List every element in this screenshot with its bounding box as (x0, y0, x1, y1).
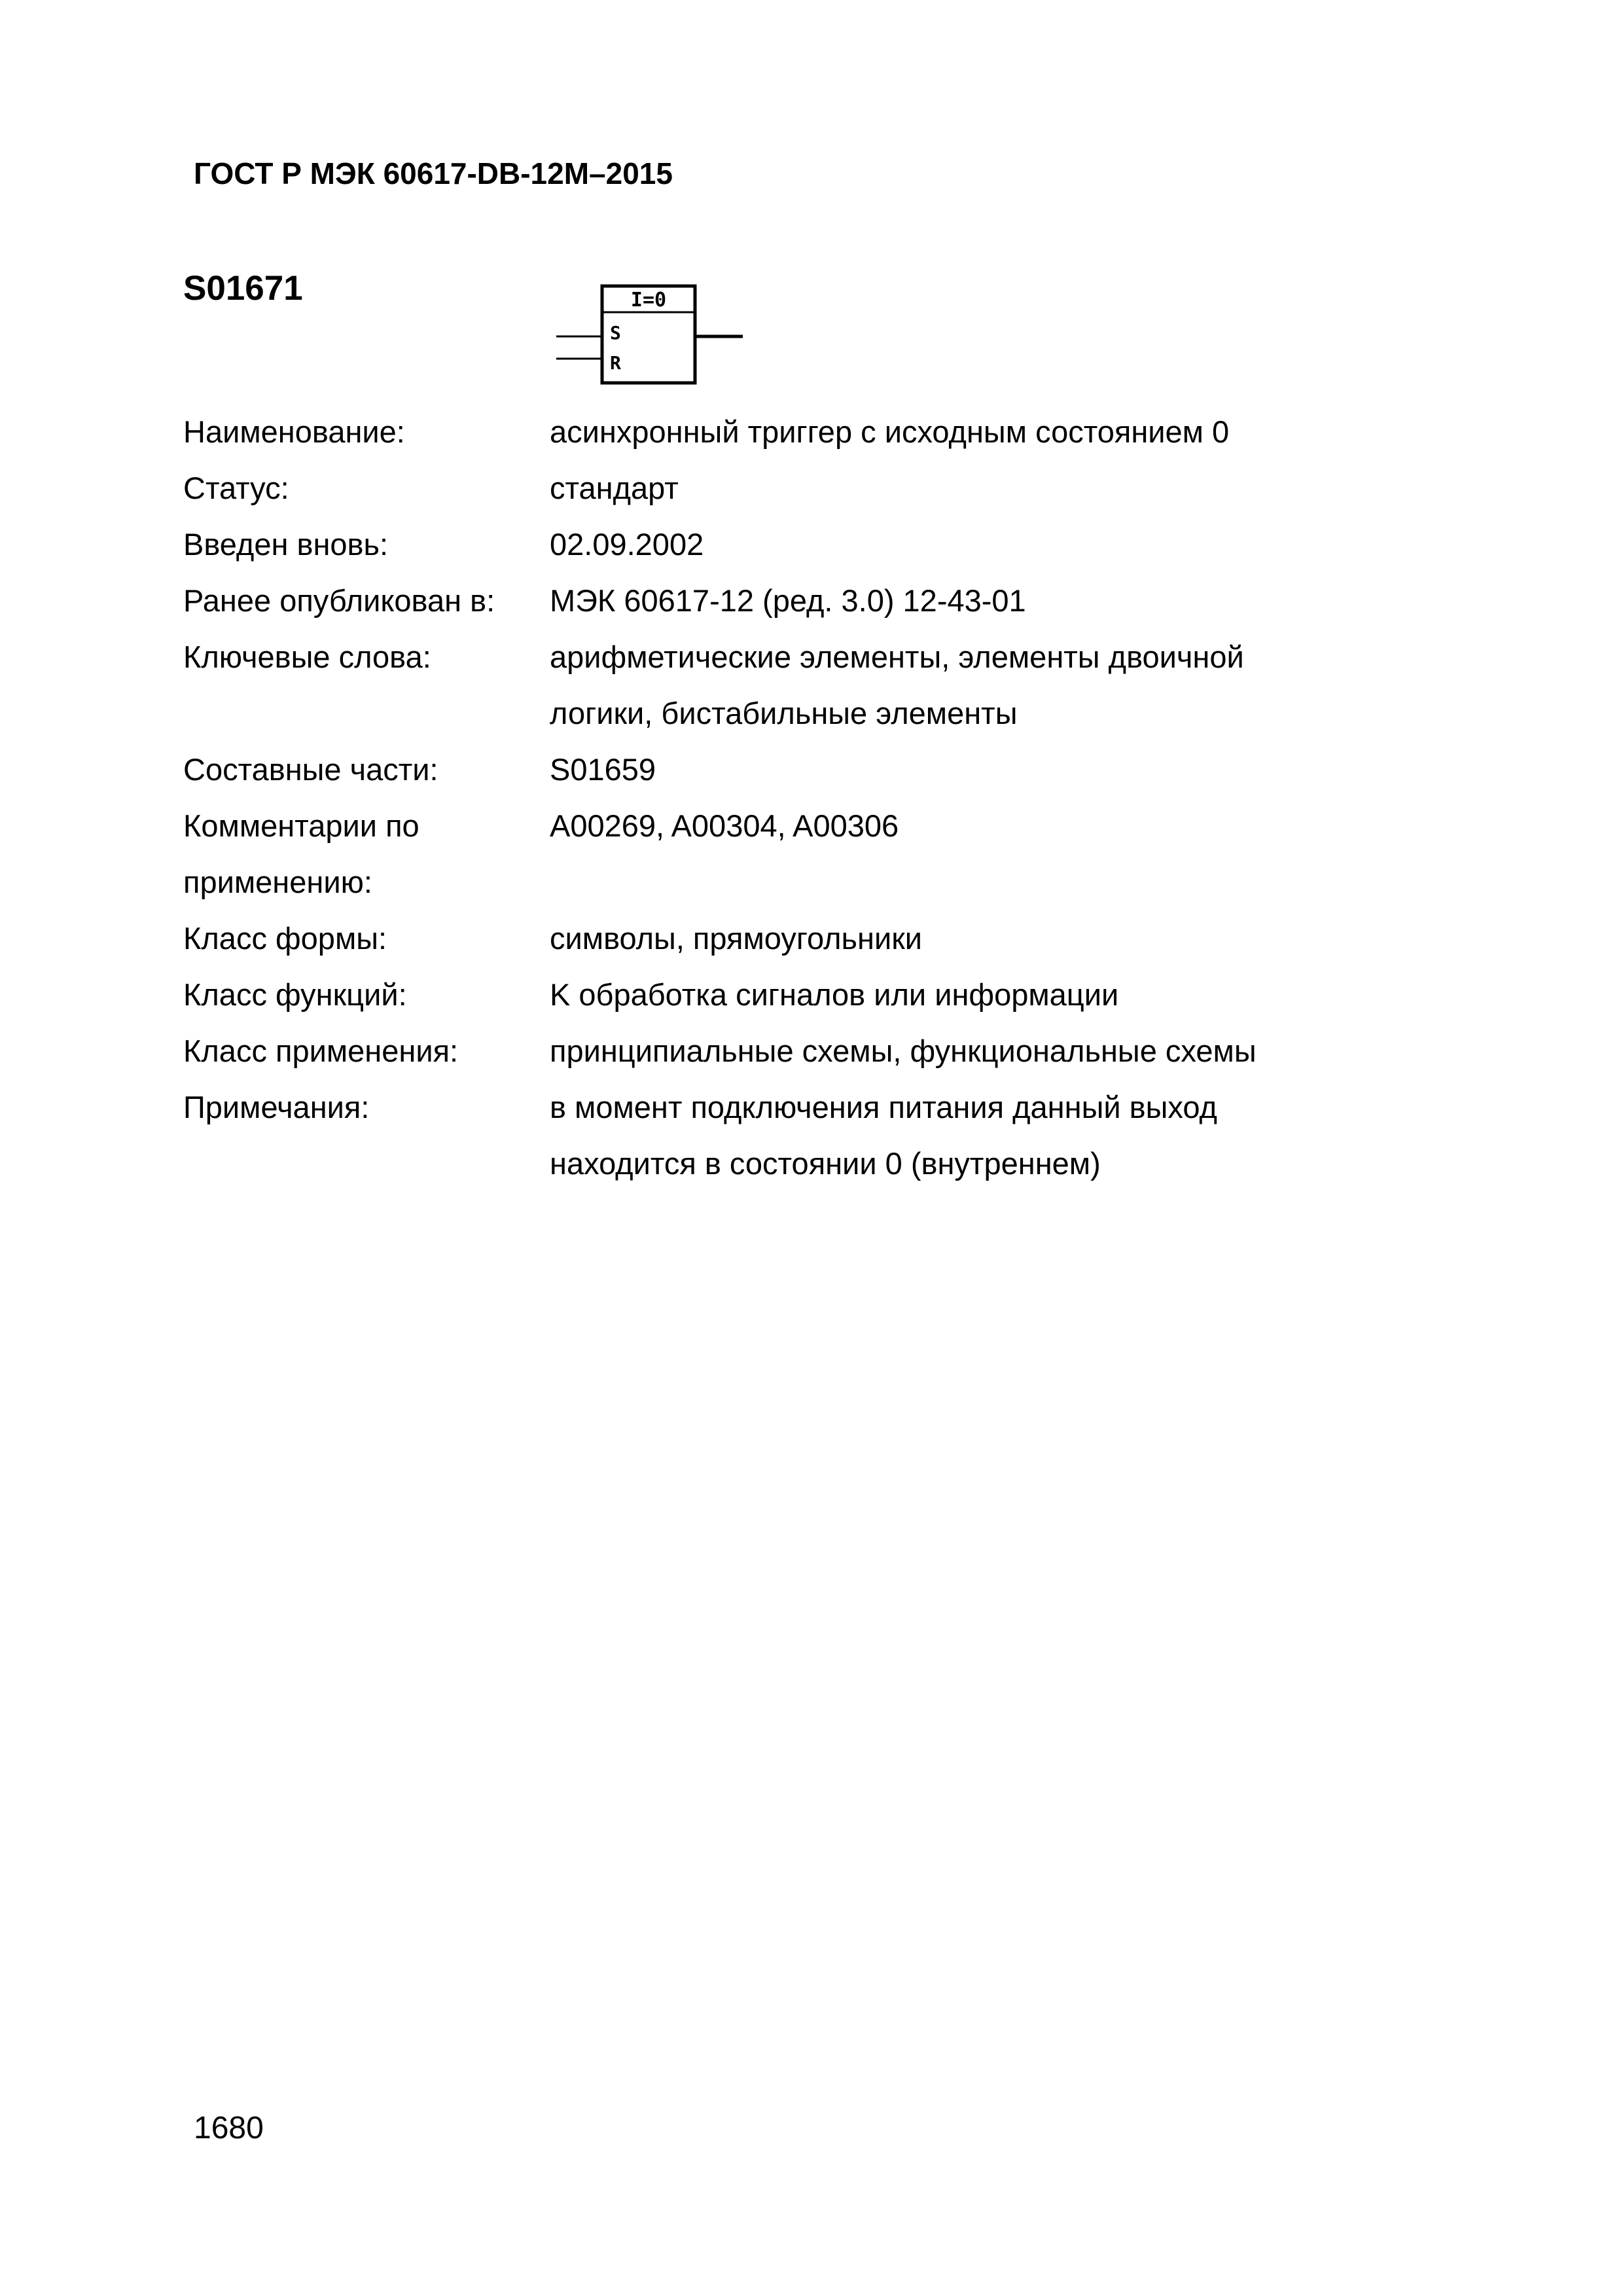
property-label (183, 516, 550, 573)
property-label-line: Статус: (183, 471, 289, 505)
property-value (550, 798, 1361, 910)
property-label (183, 460, 550, 516)
property-row (183, 1079, 1361, 1192)
property-label-line: Ранее опубликован в: (183, 583, 495, 618)
symbol-qualifier: I=0 (630, 289, 667, 312)
property-value-line: логики, бистабильные элементы (550, 696, 1018, 730)
property-value-line: K обработка сигналов или информации (550, 977, 1119, 1012)
property-value-line: арифметические элементы, элементы двоичной (550, 639, 1244, 674)
property-row (183, 404, 1361, 460)
property-value-line: стандарт (550, 471, 679, 505)
property-value (550, 1023, 1361, 1079)
property-value (550, 516, 1361, 573)
property-row (183, 967, 1361, 1023)
property-label-line: Класс формы: (183, 921, 387, 956)
property-label (183, 798, 550, 910)
property-value (550, 742, 1361, 798)
property-row (183, 629, 1361, 742)
property-label-line: Введен вновь: (183, 527, 389, 562)
property-value-line: A00269, A00304, A00306 (550, 808, 899, 843)
property-row (183, 742, 1361, 798)
sr-flip-flop-symbol-icon (550, 283, 746, 387)
property-value (550, 910, 1361, 967)
property-label-line: Примечания: (183, 1090, 370, 1124)
property-value-line: МЭК 60617-12 (ред. 3.0) 12-43-01 (550, 583, 1026, 618)
property-value (550, 404, 1361, 460)
property-row (183, 910, 1361, 967)
property-row (183, 460, 1361, 516)
property-label-line: Ключевые слова: (183, 639, 431, 674)
property-row (183, 1023, 1361, 1079)
property-label (183, 742, 550, 798)
document-header: ГОСТ Р МЭК 60617-DB-12M–2015 (194, 156, 673, 190)
property-value (550, 1079, 1361, 1192)
property-value-line: символы, прямоугольники (550, 921, 923, 956)
property-row (183, 516, 1361, 573)
property-label (183, 910, 550, 967)
property-row (183, 798, 1361, 910)
property-label (183, 1079, 550, 1192)
property-label-line: применению: (183, 865, 372, 899)
property-label-line: Составные части: (183, 752, 438, 787)
property-value-line: асинхронный триггер с исходным состоянием 0 (550, 414, 1230, 449)
input-r-label: R (610, 352, 621, 374)
property-label-line: Класс функций: (183, 977, 407, 1012)
property-row (183, 573, 1361, 629)
properties-table (183, 404, 1361, 1192)
page-number: 1680 (194, 2111, 264, 2145)
property-value-line: находится в состоянии 0 (внутреннем) (550, 1146, 1101, 1181)
property-label (183, 629, 550, 742)
property-value-line: принципиальные схемы, функциональные схемы (550, 1033, 1257, 1068)
property-label (183, 967, 550, 1023)
input-s-label: S (610, 322, 621, 344)
property-value (550, 460, 1361, 516)
property-label-line: Класс применения: (183, 1033, 459, 1068)
property-value-line: 02.09.2002 (550, 527, 704, 562)
property-label (183, 573, 550, 629)
property-value-line: S01659 (550, 752, 656, 787)
property-value (550, 629, 1361, 742)
property-label-line: Комментарии по (183, 808, 419, 843)
symbol-code: S01671 (183, 269, 303, 308)
property-value (550, 573, 1361, 629)
property-label (183, 404, 550, 460)
property-label (183, 1023, 550, 1079)
property-value (550, 967, 1361, 1023)
property-label-line: Наименование: (183, 414, 405, 449)
property-value-line: в момент подключения питания данный выход (550, 1090, 1217, 1124)
